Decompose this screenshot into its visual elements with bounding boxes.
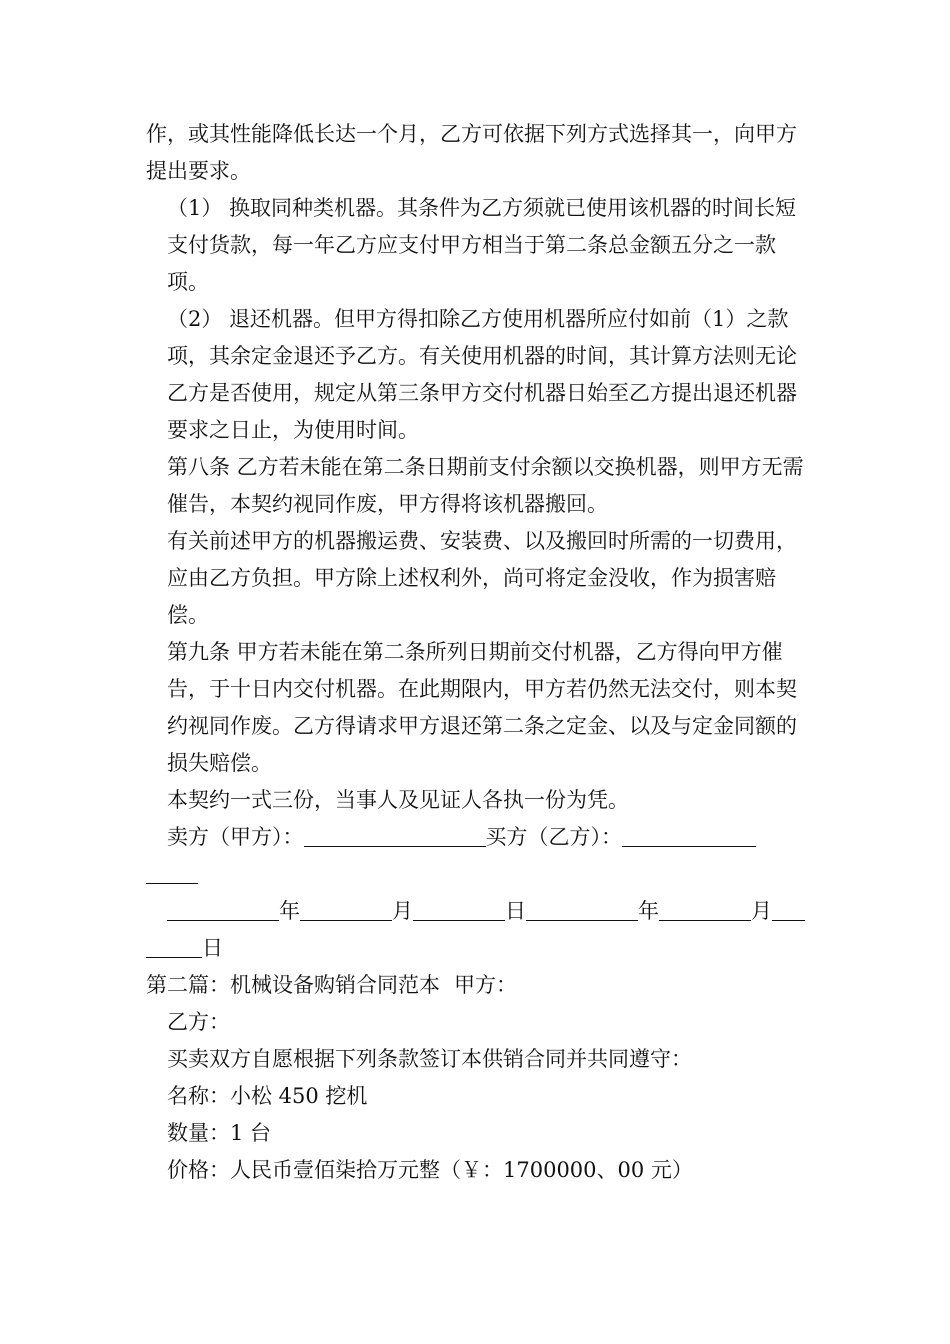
party-b-label: 乙方： <box>167 1010 230 1034</box>
seller-month-label: 月 <box>392 899 413 923</box>
seller-year-blank[interactable] <box>167 896 279 921</box>
buyer-year-blank[interactable] <box>526 896 638 921</box>
buyer-label: 买方（乙方）： <box>485 825 622 849</box>
seller-day-blank[interactable] <box>413 896 505 921</box>
paragraph-article-9: 第九条 甲方若未能在第二条所列日期前交付机器，乙方得向甲方催告，于十日内交付机器。在此期限内，甲方若仍然无法交付，则本契约视同作废。乙方得请求甲方退还第二条之定金、以及与定金同额的损失赔偿。 <box>167 640 797 775</box>
seller-month-blank[interactable] <box>300 896 392 921</box>
buyer-signature-blank[interactable] <box>622 822 756 847</box>
paragraph-copies: 本契约一式三份，当事人及见证人各执一份为凭。 <box>167 788 629 812</box>
paragraph-option-2: （2） 退还机器。但甲方得扣除乙方使用机器所应付如前（1）之款项，其余定金退还予乙方。有关使用机器的时间，其计算方法则无论乙方是否使用，规定从第三条甲方交付机器日始至乙方提出退还机器要求之日止，为使用时间。 <box>167 307 797 442</box>
section-2-heading: 第二篇：机械设备购销合同范本 <box>146 973 440 997</box>
seller-signature-blank[interactable] <box>304 822 486 847</box>
paragraph-article-8: 第八条 乙方若未能在第二条日期前支付余额以交换机器，则甲方无需催告，本契约视同作废，甲方得将该机器搬回。 <box>167 455 804 516</box>
paragraph-continuation: 作，或其性能降低长达一个月，乙方可依据下列方式选择其一，向甲方提出要求。 <box>146 122 797 183</box>
section-2-heading-line <box>146 967 806 1004</box>
buyer-day-blank[interactable] <box>772 896 805 921</box>
signature-parties-line <box>146 819 806 856</box>
signature-date-line-wrap <box>146 930 806 967</box>
item-quantity: 数量：1 台 <box>167 1121 272 1145</box>
seller-label: 卖方（甲方）： <box>167 825 304 849</box>
paragraph-option-1: （1） 换取同种类机器。其条件为乙方须就已使用该机器的时间长短支付货款，每一年乙方应支付甲方相当于第二条总金额五分之一款项。 <box>167 196 797 294</box>
buyer-month-label: 月 <box>751 899 772 923</box>
buyer-day-blank-continued[interactable] <box>146 933 202 958</box>
buyer-month-blank[interactable] <box>659 896 751 921</box>
seller-year-label: 年 <box>279 899 300 923</box>
signature-date-line <box>146 893 806 930</box>
paragraph-costs: 有关前述甲方的机器搬运费、安装费、以及搬回时所需的一切费用，应由乙方负担。甲方除上述权利外，尚可将定金没收，作为损害赔偿。 <box>167 529 797 627</box>
signature-parties-line-wrap <box>146 856 806 893</box>
party-a-label: 甲方： <box>454 973 517 997</box>
buyer-year-label: 年 <box>638 899 659 923</box>
item-price: 价格：人民币壹佰柒拾万元整（￥：1700000、00 元） <box>167 1158 693 1182</box>
document-body <box>146 116 806 1189</box>
buyer-signature-blank-continued[interactable] <box>146 859 198 884</box>
seller-day-label: 日 <box>505 899 526 923</box>
buyer-day-label: 日 <box>202 936 223 960</box>
item-name: 名称：小松 450 挖机 <box>167 1084 368 1108</box>
contract-intro: 买卖双方自愿根据下列条款签订本供销合同并共同遵守： <box>167 1047 692 1071</box>
